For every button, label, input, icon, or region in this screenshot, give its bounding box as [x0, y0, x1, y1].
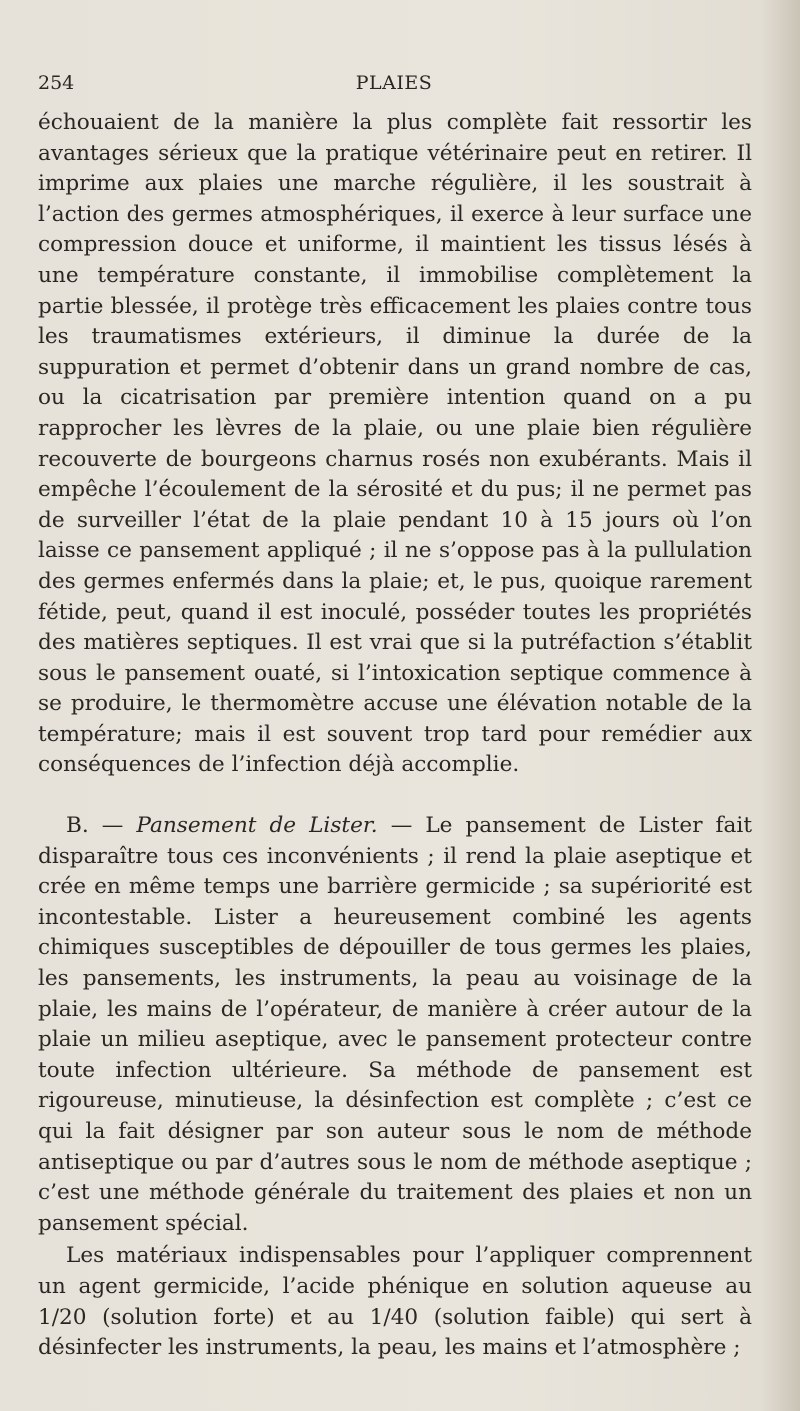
section-label: B. — [66, 813, 124, 839]
page-number: 254 [38, 72, 75, 94]
paragraph-1: échouaient de la manière la plus complète fait ressortir les avantages sérieux que la pratique vétérinaire peut en retirer. Il imprime aux plaies une marche régulière, il les soustrait à l’action des germes atmosphériques, il exerce à leur surface une compression douce et uniforme, il maintient les tissus lésés à une température constante, il immobilise complètement la partie blessée, il protège très efficacement les plaies contre tous les traumatismes extérieurs, il diminue la durée de la suppuration et permet d’obtenir dans un grand nombre de cas, ou la cicatrisation par première intention quand on a pu rapprocher les lèvres de la plaie, ou une plaie bien régulière recouverte de bourgeons charnus rosés non exubérants. Mais il empêche l’écoulement de la sérosité et du pus; il ne permet pas de surveiller l’état de la plaie pendant 10 à 15 jours où l’on laisse ce pansement appliqué ; il ne s’oppose pas à la pullulation des germes enfermés dans la plaie; et, le pus, quoique rarement fétide, peut, quand il est inoculé, posséder toutes les propriétés des matières septiques. Il est vrai que si la putréfaction s’établit sous le pansement ouaté, si l’intoxication septique commence à se produire, le thermomètre accuse une élévation notable de la température; mais il est souvent trop tard pour remédier aux conséquences de l’infection déjà accomplie. [38, 110, 752, 778]
paragraph-2 [38, 811, 752, 1239]
paragraph-3: Les matériaux indispensables pour l’appliquer comprennent un agent germicide, l’acide phénique en solution aqueuse au 1/20 (solution forte) et au 1/40 (solution faible) qui sert à désinfecter les instruments, la peau, les mains et l’atmosphère ; [38, 1243, 752, 1361]
running-head: PLAIES [355, 72, 433, 94]
section-title: Pansement de Lister. [136, 813, 378, 839]
paragraph-2-text: — Le pansement de Lister fait disparaître tous ces inconvénients ; il rend la plaie aseptique et crée en même temps une barrière germicide ; sa supériorité est incontestable. Lister a heureusement combiné les agents chimiques susceptibles de dépouiller de tous germes les plaies, les pansements, les instruments, la peau au voisinage de la plaie, les mains de l’opérateur, de manière à créer autour de la plaie un milieu aseptique, avec le pansement protecteur contre toute infection ultérieure. Sa méthode de pansement est rigoureuse, minutieuse, la désinfection est complète ; c’est ce qui la fait désigner par son auteur sous le nom de méthode antiseptique ou par d’autres sous le nom de méthode aseptique ; c’est une méthode générale du traitement des plaies et non un pansement spécial. [38, 813, 753, 1236]
page-header [38, 72, 750, 100]
body-text [38, 108, 752, 1364]
